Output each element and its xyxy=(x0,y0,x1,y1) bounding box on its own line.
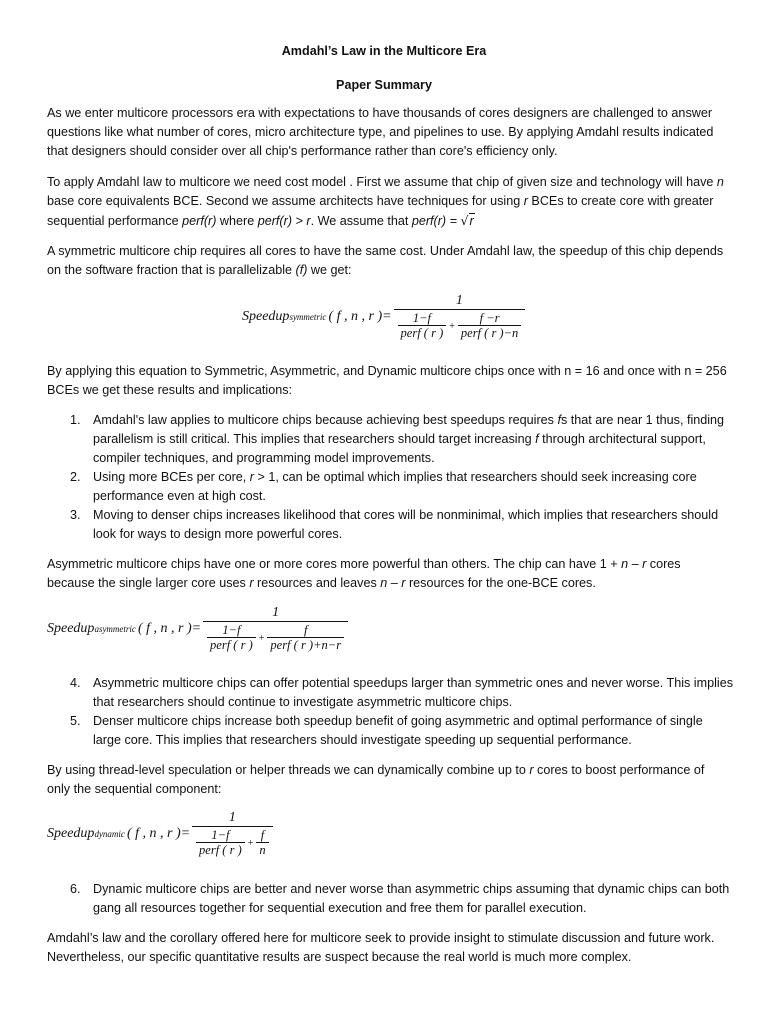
paragraph-conclusion: Amdahl’s law and the corollary offered here for multicore seek to provide insight to stimulate discussion and future work. Nevertheless, our specific quantitative results are suspect because the real world is much more complex. xyxy=(47,931,715,964)
equation-asymmetric: Speedup asymmetric ( f , n , r )= 1 1−f perf ( r ) + f perf ( r )+n−r xyxy=(47,605,348,653)
document-subtitle: Paper Summary xyxy=(336,78,432,92)
equation-symmetric: Speedup symmetric ( f , n , r )= 1 1−f perf ( r ) + f −r perf ( r )−n xyxy=(242,293,525,341)
equation-dynamic: Speedup dynamic ( f , n , r )= 1 1−f perf ( r ) + $\frac{f}{n}$ xyxy=(47,810,273,858)
paragraph-symmetric: A symmetric multicore chip requires all cores to have the same cost. Under Amdahl law, the speedup of this chip depends on the software fraction that is parallelizable (f) we get: xyxy=(47,244,724,277)
paragraph-cost-model: To apply Amdahl law to multicore we need cost model . First we assume that chip of given size and technology will have n base core equivalents BCE. Second we assume architects have techniques for using r BCEs to create core with greater sequential performance perf(r) where perf(r) > r. We assume that perf(r) = √r xyxy=(47,175,724,228)
paragraph-asymmetric: Asymmetric multicore chips have one or more cores more powerful than others. The chip can have 1 + n – r cores because the single larger core uses r resources and leaves n – r resources for the one-BCE cores. xyxy=(47,557,681,590)
document-title: Amdahl’s Law in the Multicore Era xyxy=(281,44,487,58)
paragraph-dynamic: By using thread-level speculation or helper threads we can dynamically combine up to r cores to boost performance of only the sequential component: xyxy=(47,763,705,796)
sqrt-symbol: √ xyxy=(460,213,469,228)
document-page: Amdahl’s Law in the Multicore Era Paper Summary As we enter multicore processors era with expectations to have thousands of cores designers are challenged to answer questions like what number of cores, micro architecture type, and pipelines to use. By applying Amdahl results indicated that designers should consider over all chip's performance rather than core's efficiency only. To apply Amdahl law to multicore we need cost model . First we assume that chip of given size and technology will have n base core equivalents BCE. Second we assume architects have techniques for using r BCEs to create core with greater sequential performance perf(r) where perf(r) > r. We assume that perf(r) = √r A symmetric multicore chip requires all cores to have the same cost. Under Amdahl law, the speedup of this chip depends on the software fraction that is parallelizable (f) we get: Speedup symmetric ( f , n , r )= 1 1−f perf ( r ) + f −r perf ( r )−n By applying this equation to Symmetric, Asymmetric, and Dynamic multicore chips once with n = 16 and once with n = 256 BCEs we get these results and implications: 1. Amdahl's law applies to multicore chips because achieving best speedups requires fs that are near 1 thus, finding parallelism is still critical. This implies that researchers should target increasing f through architectural support, compiler techniques, and programming model improvements. 2. Using more BCEs per core, r > 1, can be optimal which implies that researchers should seek increasing core performance even at high cost. 3. Moving to denser chips increases likelihood that cores will be nonminimal, which implies that researchers should look for ways to design more powerful cores. Asymmetric multicore chips have one or more cores more powerful than others. The chip can have 1 + n – r cores because the single larger core uses r resources and leaves n – r resources for the one-BCE cores. Speedup asymmetric ( f , n , r )= 1 1−f perf ( r ) + f perf ( r )+n−r 4. Asymmetric multicore chips can offer potential speedups larger than symmetric ones and never worse. This implies that researchers should continue to investigate asymmetric multicore chips. 5. Denser multicore chips increase both speedup benefit of going asymmetric and optimal performance of single large core. This implies that researchers should investigate speeding up sequential performance. By using thread-level speculation or helper threads we can dynamically combine up to r cores to boost performance of only the sequential component: Speedup dynamic ( f , n , r )= 1 1−f perf ( r ) + $\frac{f}{n}$ 6. Dynamic multicore chips are better and never worse than asymmetric chips assuming that dynamic chips can both gang all resources together for sequential execution and free them for parallel execution. Amdahl’s law and the corollary offered here for multicore seek to provide insight to stimulate discussion and future work. Nevertheless, our specific quantitative results are suspect because the real world is much more complex. xyxy=(0,0,768,1024)
paragraph-results-intro: By applying this equation to Symmetric, Asymmetric, and Dynamic multicore chips once with n = 16 and once with n = 256 BCEs we get these results and implications: xyxy=(47,364,727,397)
paragraph-intro: As we enter multicore processors era with expectations to have thousands of cores designers are challenged to answer questions like what number of cores, micro architecture type, and pipelines to use. By applying Amdahl results indicated that designers should consider over all chip's performance rather than core's efficiency only. xyxy=(47,106,714,158)
